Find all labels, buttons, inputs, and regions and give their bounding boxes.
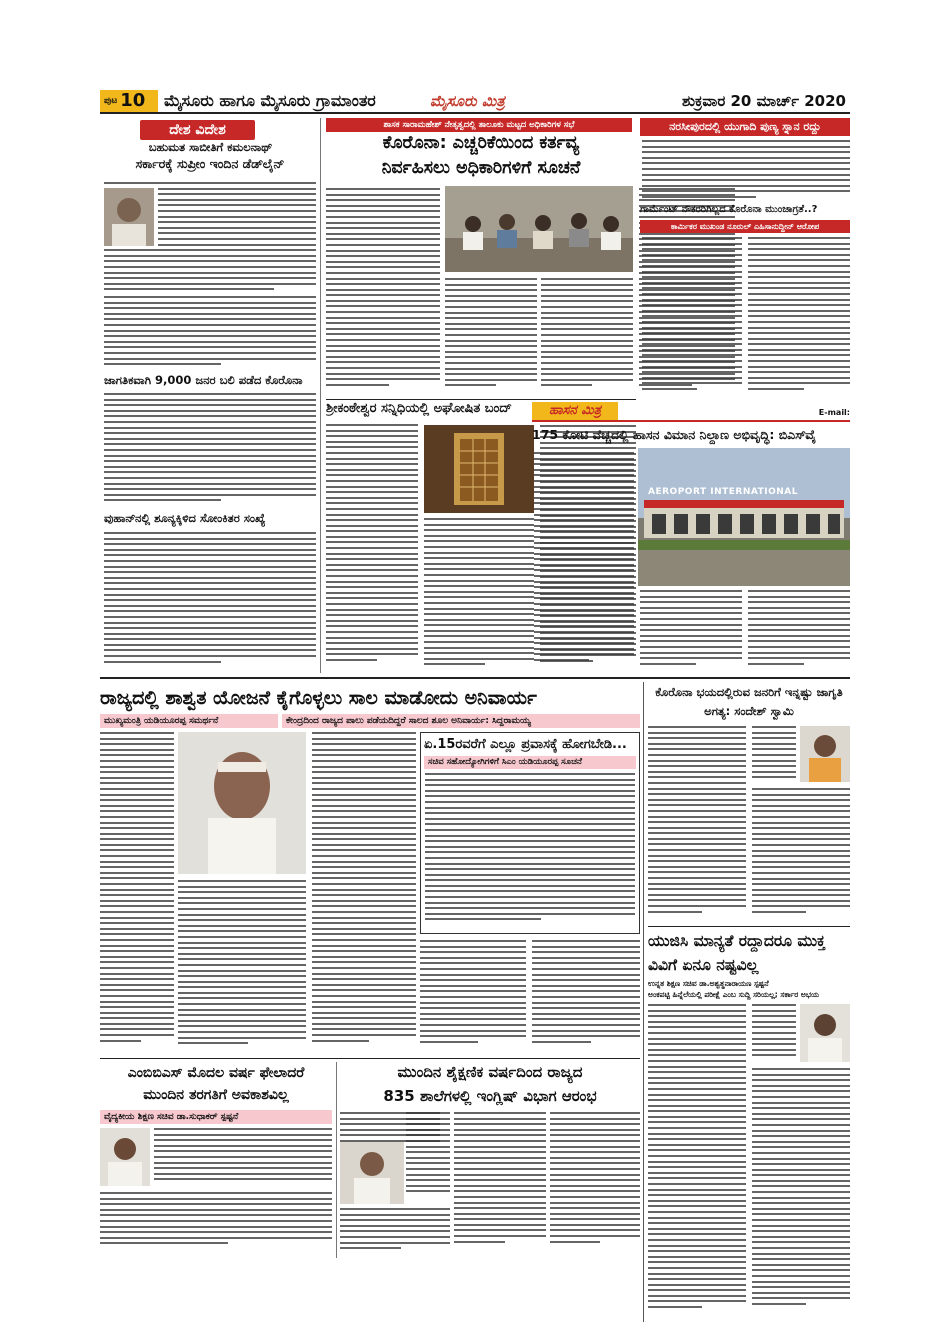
mbbs-headline-1: ಎಂಬಿಬಿಎಸ್ ಮೊದಲ ವರ್ಷ ಫೇಲಾದರೆ (127, 1065, 305, 1081)
section-label-desha-videsha: ದೇಶ ವಿದೇಶ (140, 120, 255, 140)
kamalnath-body-cont (104, 296, 316, 366)
corona-lead-kicker: ಶಾಸಕ ಸಾರಾಮಹೇಶ್ ನೇತೃತ್ವದಲ್ಲಿ ತಾಲೂಕು ಮಟ್ಟದ ಅಧಿಕಾರಿಗಳ ಸಭೆ (326, 118, 632, 132)
english-body-col2 (454, 1112, 546, 1256)
ugc-headline: ಯುಜಿಸಿ ಮಾನ್ಯತೆ ರದ್ದಾದರೂ ಮುಕ್ತ ವಿವಿಗೆ ಏನೂ ನಷ್ಟವಿಲ್ಲ (648, 932, 826, 974)
meeting-photo (445, 186, 633, 272)
mbbs-body-b (100, 1192, 332, 1256)
corona-lead-headline-1: ಕೊರೊನಾ: ಎಚ್ಚರಿಕೆಯಿಂದ ಕರ್ತವ್ಯ (382, 133, 580, 153)
corona-lead-body-col2 (445, 278, 537, 396)
loan-body-col5 (532, 940, 640, 1054)
column-divider (336, 1062, 337, 1258)
section-title: ಮೈಸೂರು ಹಾಗೂ ಮೈಸೂರು ಗ್ರಾಮಾಂತರ (164, 91, 376, 110)
hassan-body-col3 (748, 590, 850, 674)
mbbs-body-a (154, 1128, 332, 1188)
english-headline-1: ಮುಂದಿನ ಶೈಕ್ಷಣಿಕ ವರ್ಷದಿಂದ ರಾಜ್ಯದ (397, 1063, 583, 1081)
english-body-col1c (340, 1208, 450, 1256)
ugc-body-col2b (752, 1068, 850, 1320)
corona-global-body (104, 393, 316, 505)
temple-photo (424, 425, 534, 513)
garment-subhead: ಕಾರ್ಮಿಕರ ಮುಖಂಡ ನೂರುಲ್ ಎಹಿಸಾನುದ್ದೀನ್ ಆರೋಪ (640, 220, 850, 233)
garment-headline: ಗಾರ್ಮೆಂಟ್ ನೌಕರರಿಗಿಲ್ಲದ ಕೊರೊನಾ ಮುಂಜಾಗ್ರತೆ..? (640, 204, 818, 215)
corona-lead-body-col1b (326, 278, 440, 396)
ashwath-photo (800, 1004, 850, 1062)
wuhan-body (104, 532, 316, 670)
narasimharaja-body (642, 140, 850, 202)
narasimharaja-headline: ನರಸೀಪುರದಲ್ಲಿ ಯುಗಾದಿ ಪುಣ್ಯ ಸ್ನಾನ ರದ್ದು (640, 118, 850, 136)
garment-body-col1 (642, 237, 742, 397)
ugc-sub-2: ಅಂಕಪಟ್ಟಿ ಹಿನ್ನೆಲೆಯಲ್ಲಿ ಪರೀಕ್ಷೆ ಎಂಬ ಸುದ್ದಿ ಸರಿಯಲ್ಲ; ಸರ್ಕಾರ ಅಭಯ (648, 990, 819, 999)
swamiji-headline: ಕೊರೊನಾ ಭಯದಲ್ಲಿರುವ ಜನರಿಗೆ ಇನ್ನಷ್ಟು ಜಾಗೃತಿ ಅಗತ್ಯ: ಸಂದೇಶ್ ಸ್ವಾಮಿ (655, 685, 843, 718)
swamiji-body-col1 (648, 726, 746, 922)
corona-lead-body-col3 (541, 278, 633, 396)
kamalnath-kicker: ಬಹುಮತ ಸಾಬೀತಿಗೆ ಕಮಲನಾಥ್ (148, 141, 273, 154)
ugc-body-col2a (752, 1004, 796, 1066)
swamiji-body-col2a (752, 726, 796, 786)
hassan-body-col1 (534, 452, 634, 674)
mbbs-sub: ವೈದ್ಯಕೀಯ ಶಿಕ್ಷಣ ಸಚಿವ ಡಾ.ಸುಧಾಕರ್ ಸ್ಪಷ್ಟನೆ (100, 1110, 332, 1124)
english-headline-2: 835 ಶಾಲೆಗಳಲ್ಲಿ ಇಂಗ್ಲಿಷ್ ವಿಭಾಗ ಆರಂಭ (383, 1087, 597, 1105)
divider (648, 926, 850, 927)
divider (326, 399, 636, 400)
srikanteshwara-body-col1 (326, 424, 418, 674)
ugc-sub-1: ಉನ್ನತ ಶಿಕ್ಷಣ ಸಚಿವ ಡಾ.ಅಶ್ವತ್ಥನಾರಾಯಣ ಸ್ಪಷ್ಟನೆ (648, 979, 769, 988)
kamalnath-body (104, 182, 316, 294)
page-number: 10 (120, 90, 146, 111)
kamalnath-headline: ಸರ್ಕಾರಕ್ಕೆ ಸುಪ್ರೀಂ ಇಂದಿನ ಡೆಡ್‍ಲೈನ್ (135, 157, 285, 171)
sudhakar-photo (100, 1128, 150, 1186)
srikanteshwara-body-col2 (424, 518, 534, 674)
loan-body-col2 (178, 880, 306, 1052)
page-number-badge (100, 90, 158, 112)
corona-global-headline: ಜಾಗತಿಕವಾಗಿ 9,000 ಜನರ ಬಲಿ ಪಡೆದ ಕೊರೊನಾ (104, 374, 303, 387)
issue-date: ಶುಕ್ರವಾರ 20 ಮಾರ್ಚ್ 2020 (682, 92, 846, 110)
suresh-kumar-photo (340, 1142, 404, 1204)
loan-body-col1 (100, 732, 174, 1052)
column-divider-right (643, 682, 644, 1322)
swamiji-photo (800, 726, 850, 782)
hassan-email: E-mail: (818, 408, 850, 417)
page-fold-rule (100, 677, 850, 679)
garment-body-col2 (748, 237, 850, 397)
divider (100, 1058, 640, 1059)
hassan-body-col2 (640, 590, 742, 674)
loan-body-col3 (312, 732, 416, 1054)
hassan-headline: 175 ಕೋಟಿ ವೆಚ್ಚದಲ್ಲಿ ಹಾಸನ ವಿಮಾನ ನಿಲ್ದಾಣ ಅಭಿವೃದ್ಧಿ: ಬಿಎಸ್‍ವೈ (532, 427, 816, 442)
hassan-mitra-label: ಹಾಸನ ಮಿತ್ರ (532, 402, 618, 420)
travel-story-body (425, 773, 635, 931)
swamiji-body-col2b (752, 788, 850, 922)
paper-name: ಮೈಸೂರು ಮಿತ್ರ (430, 92, 505, 110)
english-body-col3 (550, 1112, 640, 1256)
mbbs-headline-2: ಮುಂದಿನ ತರಗತಿಗೆ ಅವಕಾಶವಿಲ್ಲ (143, 1087, 289, 1103)
masthead (100, 90, 850, 114)
english-body-col1b (406, 1112, 450, 1206)
yediyurappa-photo (178, 732, 306, 874)
wuhan-headline: ವುಹಾನ್‍ನಲ್ಲಿ ಶೂನ್ಯಕ್ಕಿಳಿದ ಸೋಂಕಿತರ ಸಂಖ್ಯೆ (104, 512, 266, 525)
loan-story-sub-left: ಮುಖ್ಯಮಂತ್ರಿ ಯಡಿಯೂರಪ್ಪ ಸಮರ್ಥನೆ (100, 714, 278, 728)
travel-story-headline: ಏ.15ರವರೆಗೆ ಎಲ್ಲೂ ಪ್ರವಾಸಕ್ಕೆ ಹೋಗಬೇಡಿ... (424, 737, 627, 752)
corona-lead-headline-2: ನಿರ್ವಹಿಸಲು ಅಧಿಕಾರಿಗಳಿಗೆ ಸೂಚನೆ (381, 158, 581, 178)
loan-story-sub-right: ಕೇಂದ್ರದಿಂದ ರಾಜ್ಯದ ಪಾಲು ಪಡೆಯದಿದ್ದರೆ ಸಾಲದ ಶೂಲ ಅನಿವಾರ್ಯ: ಸಿದ್ದರಾಮಯ್ಯ (282, 714, 640, 728)
loan-story-headline: ರಾಜ್ಯದಲ್ಲಿ ಶಾಶ್ವತ ಯೋಜನೆ ಕೈಗೊಳ್ಳಲು ಸಾಲ ಮಾಡೋದು ಅನಿವಾರ್ಯ (100, 687, 537, 709)
travel-story-sub: ಸಚಿವ ಸಹೋದ್ಯೋಗಿಗಳಿಗೆ ಸಿಎಂ ಯಡಿಯೂರಪ್ಪ ಸೂಚನೆ (424, 756, 636, 769)
airport-sign-text: AEROPORT INTERNATIONAL (648, 487, 799, 497)
page-label: ಪುಟ (104, 96, 118, 106)
ugc-body-col1 (648, 1004, 746, 1320)
loan-body-col4 (420, 940, 526, 1054)
column-divider (320, 118, 321, 673)
srikanteshwara-headline: ಶ್ರೀಕಂಠೇಶ್ವರ ಸನ್ನಿಧಿಯಲ್ಲಿ ಅಘೋಷಿತ ಬಂದ್ (326, 402, 512, 416)
hassan-rule (532, 420, 850, 422)
airport-photo (638, 448, 850, 586)
